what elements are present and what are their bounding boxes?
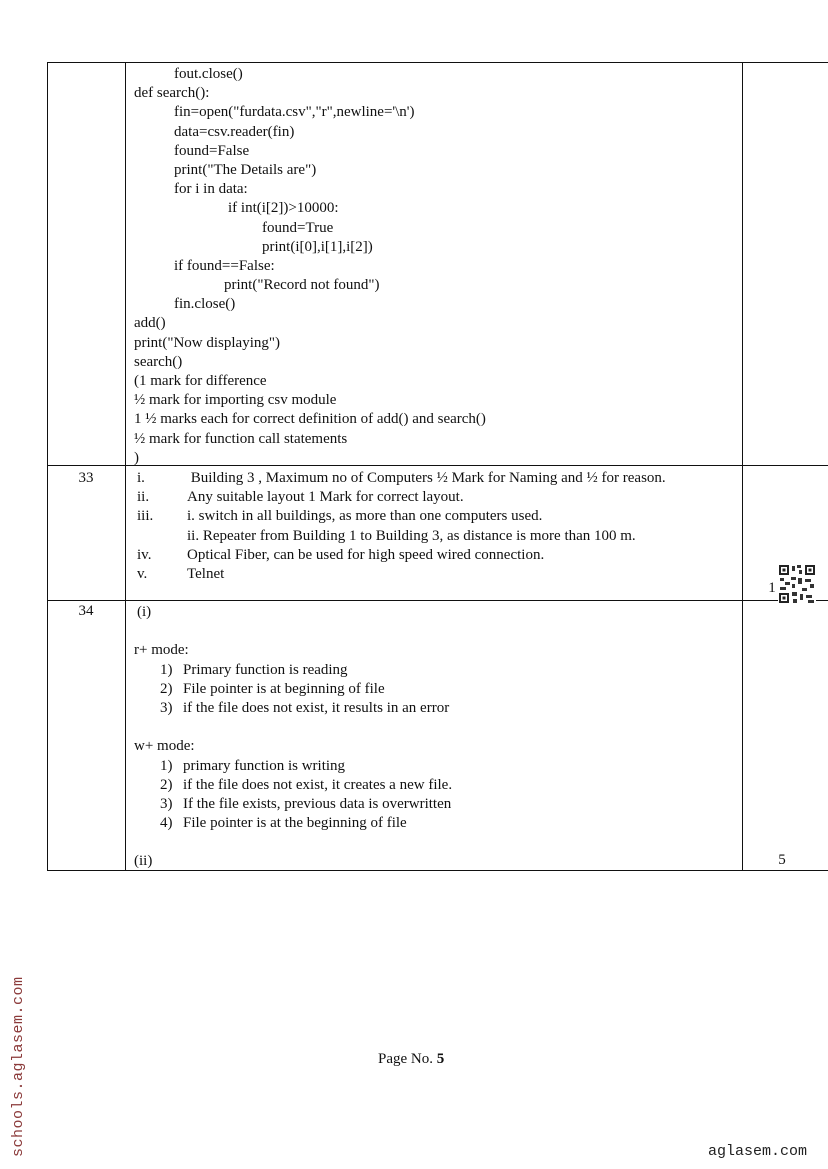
point-text: File pointer is at beginning of file	[183, 680, 385, 697]
q33-answer-list	[137, 469, 666, 584]
point-number: 2)	[160, 776, 173, 793]
page-number-label: Page No.	[378, 1051, 437, 1067]
answer-item	[137, 565, 666, 584]
table-row-q34	[47, 601, 828, 871]
part-label: (ii)	[134, 853, 153, 870]
point-number: 3)	[160, 699, 173, 716]
mode-heading: r+ mode:	[134, 642, 189, 659]
code-line: fout.close()	[174, 66, 243, 82]
code-line: found=False	[174, 142, 250, 159]
point-number: 3)	[160, 795, 173, 812]
marking-scheme-table	[47, 62, 828, 871]
answer-item	[137, 527, 666, 546]
code-line: fin=open("furdata.csv","r",newline='\n')	[174, 104, 415, 121]
numbered-point	[134, 757, 452, 776]
code-line: fin.close()	[174, 296, 236, 313]
question-number: 34	[78, 603, 94, 619]
marking-note: ½ mark for importing csv module	[134, 392, 337, 409]
numbered-point	[134, 776, 452, 795]
code-line: if found==False:	[174, 257, 275, 274]
point-number: 2)	[160, 680, 173, 697]
marking-note: 1 ½ marks each for correct definition of add() and search()	[134, 411, 486, 428]
numbered-point	[134, 795, 452, 814]
code-line: if int(i[2])>10000:	[228, 200, 339, 217]
numbered-point	[134, 680, 452, 699]
answer-item	[137, 507, 666, 526]
answer-text: i. switch in all buildings, as more than one computers used.	[187, 508, 543, 525]
answer-text: Telnet	[187, 565, 225, 582]
point-text: Primary function is reading	[183, 661, 348, 678]
part-label: (i)	[137, 604, 152, 620]
table-row-q33	[47, 466, 828, 601]
page-number-value: 5	[436, 1051, 445, 1067]
question-number: 33	[78, 470, 94, 486]
point-text: File pointer is at the beginning of file	[183, 815, 407, 832]
code-line: for i in data:	[174, 181, 248, 198]
bottom-watermark: aglasem.com	[708, 1143, 808, 1160]
point-number: 1)	[160, 757, 173, 774]
numbered-point	[134, 699, 452, 718]
spacer	[134, 622, 452, 641]
code-line: def search():	[134, 85, 210, 102]
roman-numeral: ii.	[137, 489, 150, 506]
side-watermark: schools.aglasem.com	[10, 976, 27, 1157]
answer-text: Optical Fiber, can be used for high speed wired connection.	[187, 546, 545, 563]
roman-numeral	[137, 527, 187, 546]
answer-text: Any suitable layout 1 Mark for correct layout.	[187, 489, 464, 506]
roman-numeral: v.	[137, 565, 148, 582]
marking-note: ½ mark for function call statements	[134, 430, 348, 447]
code-line: search()	[134, 353, 183, 370]
marks-value: 1	[768, 580, 776, 596]
code-line: print(i[0],i[1],i[2])	[262, 238, 373, 255]
table-row-q32-continued	[47, 62, 828, 466]
code-answer	[134, 65, 486, 468]
spacer	[134, 833, 452, 852]
qr-code-icon	[778, 564, 816, 604]
code-line: print("Now displaying")	[134, 334, 280, 351]
answer-text: ii. Repeater from Building 1 to Building 3, as distance is more than 100 m.	[187, 527, 636, 544]
numbered-point	[134, 814, 452, 833]
code-line: data=csv.reader(fin)	[174, 123, 295, 140]
roman-numeral: i.	[137, 470, 145, 486]
page-number	[378, 1051, 444, 1068]
marks-value: 5	[778, 852, 786, 868]
answer-item	[137, 488, 666, 507]
mode-heading: w+ mode:	[134, 738, 195, 755]
answer-item	[137, 469, 666, 488]
code-line: add()	[134, 315, 166, 332]
q34-answer	[134, 603, 452, 872]
point-text: if the file does not exist, it creates a new file.	[183, 776, 453, 793]
spacer	[134, 718, 452, 737]
code-line: found=True	[262, 219, 334, 236]
marking-note: (1 mark for difference	[134, 373, 267, 389]
roman-numeral: iii.	[137, 508, 154, 525]
point-text: if the file does not exist, it results in an error	[183, 699, 450, 716]
code-line: print("The Details are")	[174, 161, 317, 178]
roman-numeral: iv.	[137, 546, 152, 563]
numbered-point	[134, 661, 452, 680]
code-line: print("Record not found")	[224, 277, 380, 294]
answer-item	[137, 546, 666, 565]
answer-text: Building 3 , Maximum no of Computers ½ Mark for Naming and ½ for reason.	[187, 470, 666, 486]
marking-note: )	[134, 449, 139, 466]
point-number: 1)	[160, 661, 173, 678]
point-number: 4)	[160, 815, 173, 832]
point-text: primary function is writing	[183, 757, 346, 774]
point-text: If the file exists, previous data is overwritten	[183, 795, 452, 812]
